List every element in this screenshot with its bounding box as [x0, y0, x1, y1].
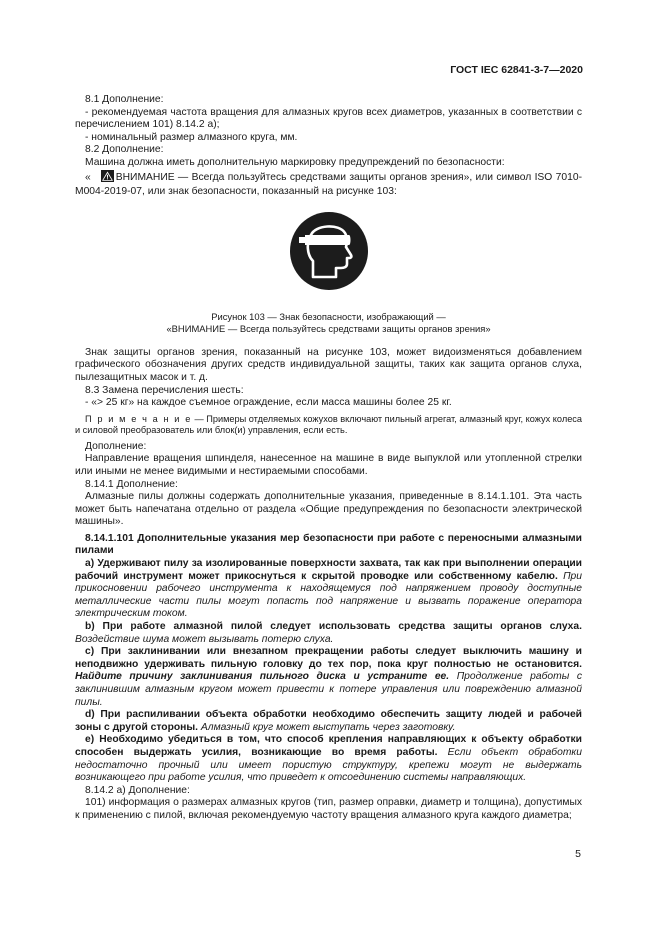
note-label: П р и м е ч а н и е: [85, 413, 192, 424]
warning-triangle-icon: [91, 170, 114, 187]
safety-item-c: c) При заклинивании или внезапном прекращении работы следует выключить машину и неподвижно удерживать пильную головку до тех пор, пока круг полностью не остановится. Найдите причину заклинивания пильного диска и устраните ее. Продолжение работы с заклинившим алмазным кругом может привести к потере управления или повреждению алмазной пилы.: [75, 646, 582, 708]
note-text: — Примеры отделяемых кожухов включают пильный агрегат, алмазный круг, кожух колеса и силовой преобразователь или блок(и) управления, если есть.: [75, 413, 583, 436]
page-number: 5: [575, 848, 581, 860]
caption-line: Рисунок 103 — Знак безопасности, изображающий —: [211, 310, 446, 322]
safety-item-e: e) Необходимо убедиться в том, что способ крепления направляющих к объекту обработки способен выдержать усилия, возникающие во время работы. Если объект обработки недостаточно прочный или имеет пористую структуру, крепежи могут не выдержать возникающего при работе усилия, что приведет к отсоединению системы направляющих.: [75, 734, 582, 784]
paragraph: - «> 25 кг» на каждое съемное ограждение, если масса машины более 25 кг.: [85, 397, 452, 409]
page-content: [75, 94, 582, 823]
paragraph: Дополнение:: [85, 440, 147, 452]
paragraph: - рекомендуемая частота вращения для алмазных кругов всех диаметров, указанных в соответствии с перечислением 101) 8.14.2 а);: [75, 106, 582, 131]
paragraph: 101) информация о размерах алмазных кругов (тип, размер оправки, диаметр и толщина), допустимых к применению с пилой, включая рекомендуемую частоту вращения алмазного круга каждого диаметра;: [75, 797, 582, 821]
paragraph: 8.14.2 а) Дополнение:: [85, 784, 190, 796]
quote-open: «: [85, 171, 91, 183]
paragraph: 8.1 Дополнение:: [85, 94, 164, 105]
paragraph: - номинальный размер алмазного круга, мм.: [85, 131, 298, 143]
figure-caption: [75, 311, 582, 335]
paragraph: Направление вращения шпинделя, нанесенное на машине в виде выпуклой или утопленной стрелки или иными не менее видимыми и нестираемыми способами.: [75, 453, 582, 477]
paragraph: 8.2 Дополнение:: [85, 144, 164, 156]
safety-item-d: d) При распиливании объекта обработки необходимо обеспечить защиту людей и рабочей зоны с другой стороны. Алмазный круг может выступать через заготовку.: [75, 709, 582, 733]
paragraph: 8.14.1 Дополнение:: [85, 478, 178, 490]
paragraph: Алмазные пилы должны содержать дополнительные указания, приведенные в 8.14.1.101. Эта часть может быть напечатана отдельно от раздела «Общие предупреждения по безопасности электрической машины».: [75, 491, 582, 528]
paragraph: Знак защиты органов зрения, показанный на рисунке 103, может видоизменяться добавлением графического обозначения других средств индивидуальной защиты, таких как защита органов слуха, пылезащитных масок и т. д.: [75, 346, 582, 383]
safety-item-b: b) При работе алмазной пилой следует использовать средства защиты органов слуха. Воздействие шума может вызывать потерю слуха.: [75, 621, 582, 645]
eye-protection-sign-icon: [289, 211, 369, 291]
document-header: ГОСТ IEC 62841-3-7—2020: [450, 64, 583, 76]
figure-103: [75, 211, 582, 335]
section-heading: 8.14.1.101 Дополнительные указания мер безопасности при работе с переносными алмазными пилами: [75, 532, 582, 557]
paragraph: [75, 170, 582, 199]
note: [75, 414, 582, 437]
warning-text: ВНИМАНИЕ — Всегда пользуйтесь средствами защиты органов зрения», или символ ISO 7010-M004-2019-07, или знак безопасности, показанный на рисунке 103:: [75, 171, 582, 198]
paragraph: Машина должна иметь дополнительную маркировку предупреждений по безопасности:: [85, 156, 505, 168]
caption-line: «ВНИМАНИЕ — Всегда пользуйтесь средствами защиты органов зрения»: [166, 322, 491, 334]
paragraph: 8.3 Замена перечисления шесть:: [85, 384, 244, 396]
safety-item-a: a) Удерживают пилу за изолированные поверхности захвата, так как при выполнении операции рабочий инструмент может прикоснуться к скрытой проводке или собственному кабелю. При прикосновении рабочего инструмента к находящемуся под напряжением проводу доступные металлические части пилы могут попасть под напряжение и вызвать поражение оператора электрическим током.: [75, 558, 582, 620]
